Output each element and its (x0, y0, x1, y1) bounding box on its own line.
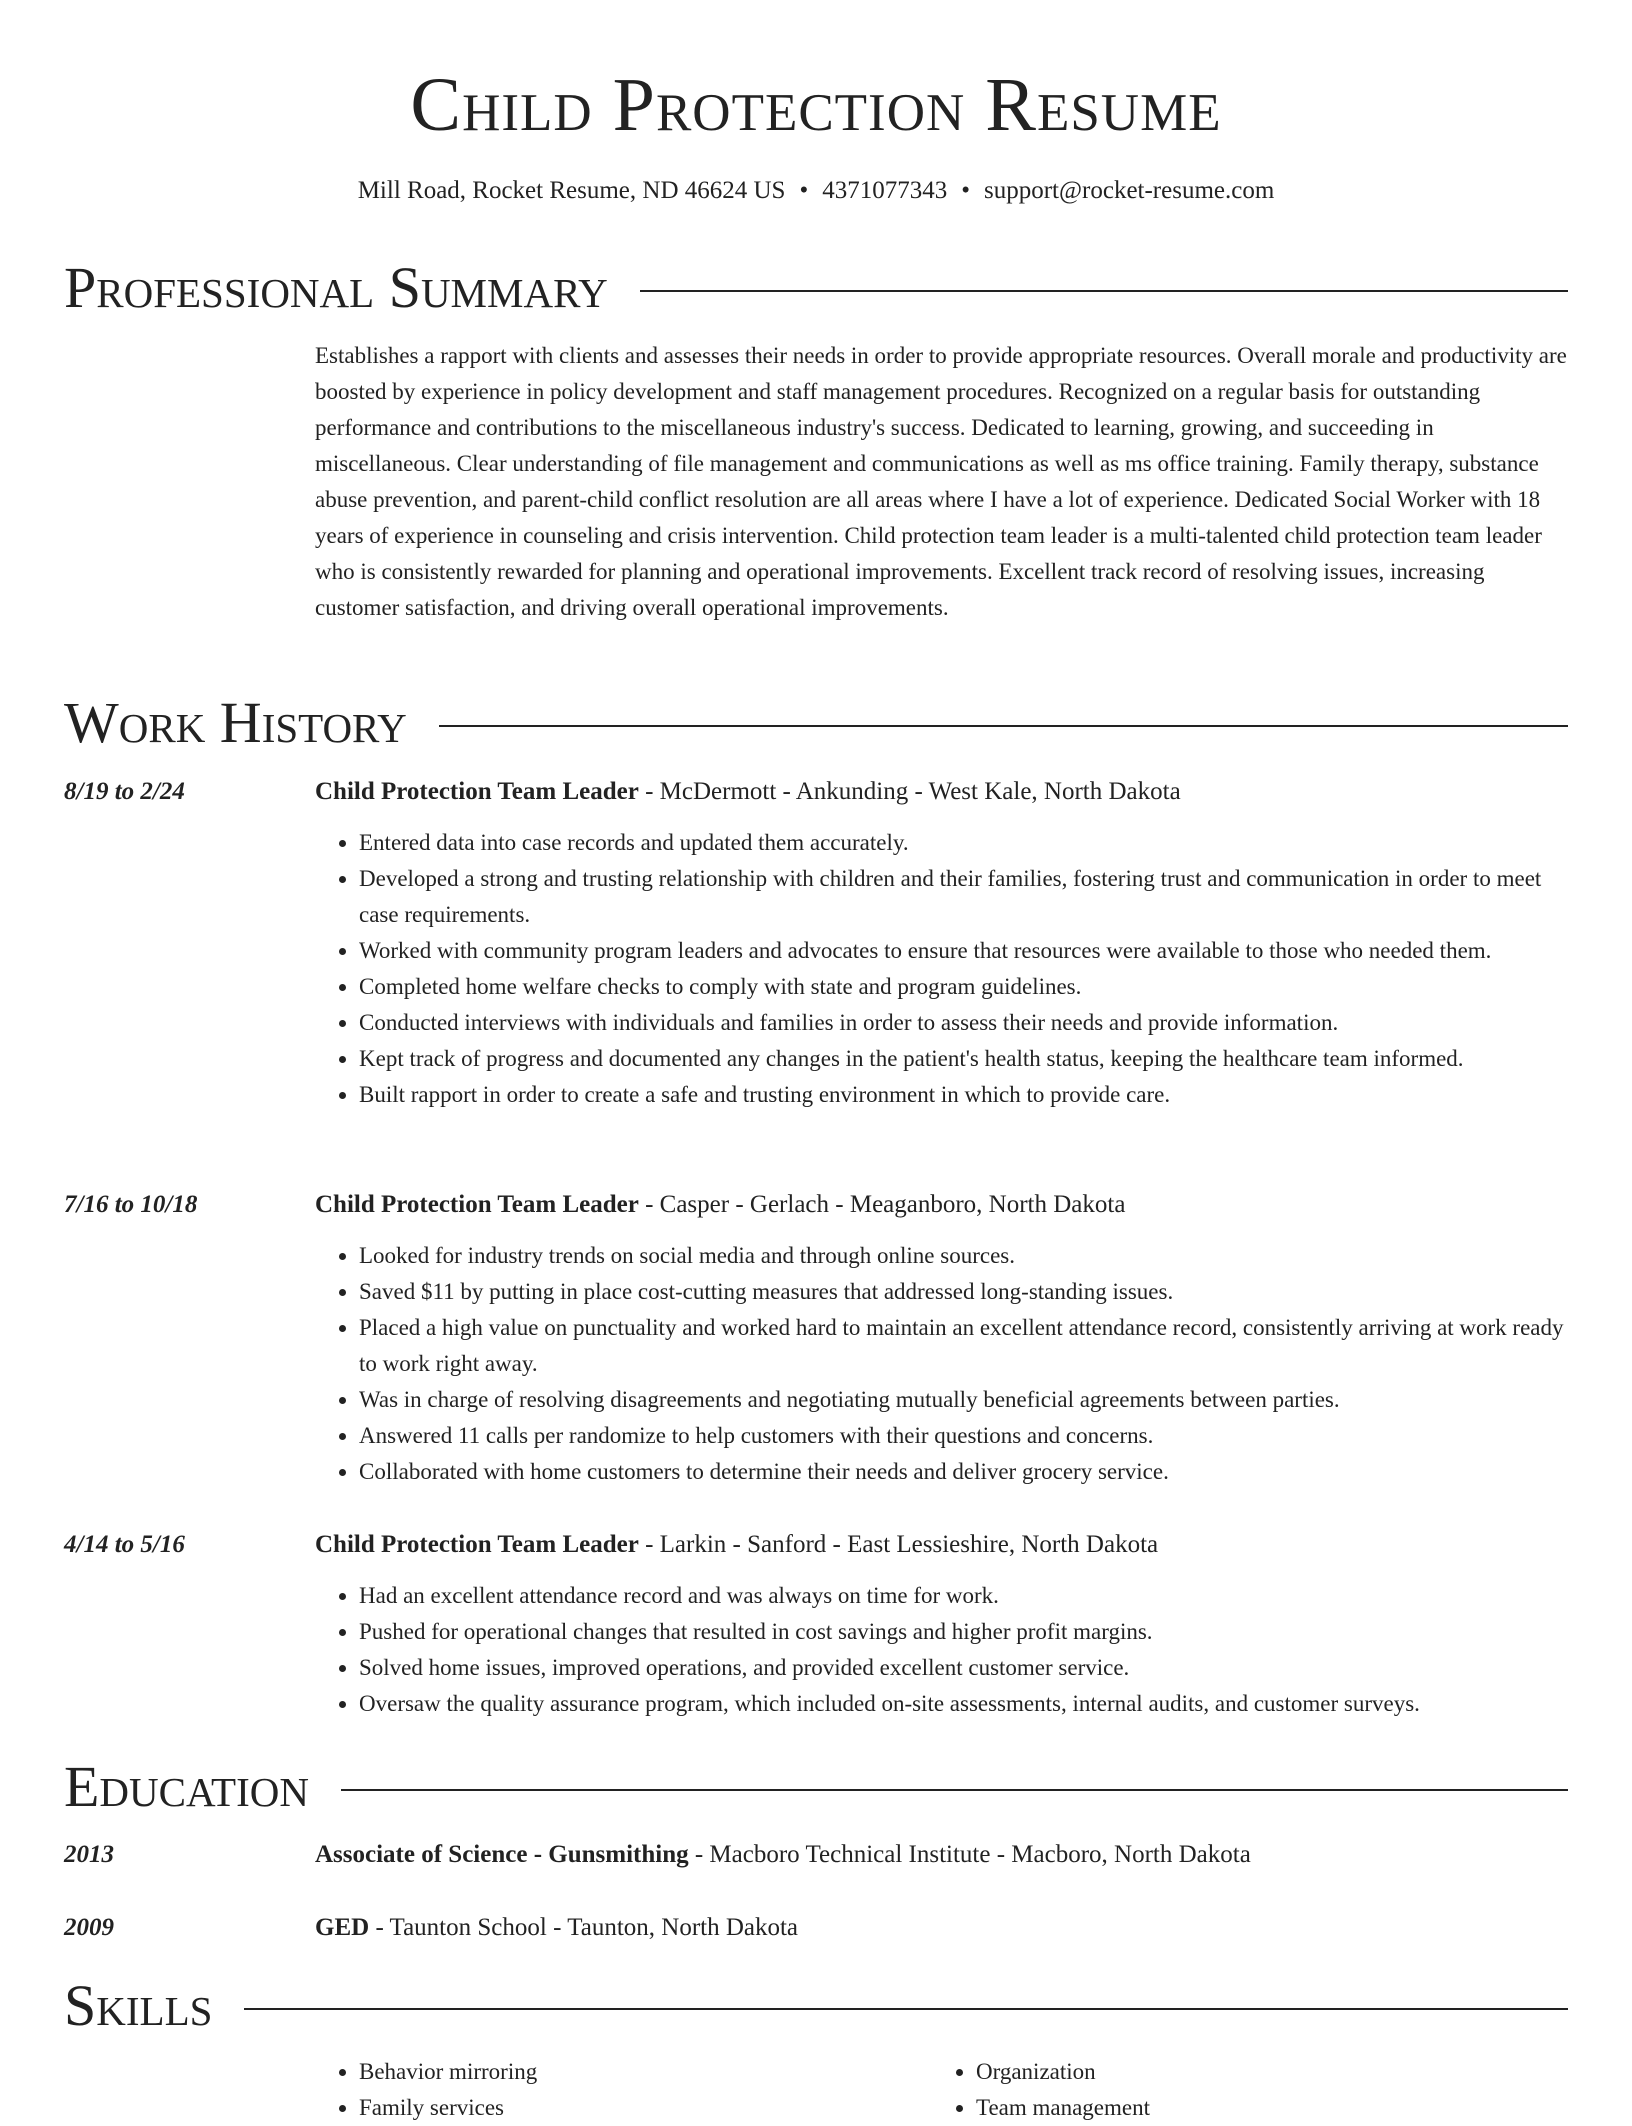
job-bullet: • Worked with community program leaders and advocates to ensure that resources were available to those who needed them. (359, 933, 1569, 969)
job-bullet: • Built rapport in order to create a safe and trusting environment in which to provide care. (359, 1077, 1569, 1113)
job-bullet: • Pushed for operational changes that resulted in cost savings and higher profit margins. (359, 1614, 1569, 1650)
job-details: - McDermott - Ankunding - West Kale, North Dakota (638, 778, 1181, 805)
summary-text: Establishes a rapport with clients and assesses their needs in order to provide appropriate resources. Overall morale and productivity are boosted by experience in policy development and staff management procedures. Recognized on a regular basis for outstanding performance and contributions to the miscellaneous industry's success. Dedicated to learning, growing, and succeeding in miscellaneous. Clear understanding of file management and communications as well as ms office training. Family therapy, substance abuse prevention, and parent-child conflict resolution are all areas where I have a lot of experience. Dedicated Social Worker with 18 years of experience in counseling and crisis intervention. Child protection team leader is a multi-talented child protection team leader who is consistently rewarded for planning and operational improvements. Excellent track record of resolving issues, increasing customer satisfaction, and driving overall operational improvements. (315, 343, 1567, 620)
education-degree: Associate of Science - Gunsmithing (315, 1841, 689, 1868)
section-divider (341, 1789, 1568, 1791)
section-divider (640, 290, 1568, 292)
job-bullets (315, 1238, 1569, 1490)
contact-email: support@rocket-resume.com (984, 177, 1275, 204)
job-bullet: • Saved $11 by putting in place cost-cutting measures that addressed long-standing issues. (359, 1274, 1569, 1310)
education-heading-line (315, 1911, 1569, 1945)
job-bullet: • Answered 11 calls per randomize to help customers with their questions and concerns. (359, 1418, 1569, 1454)
work-heading: Work History (64, 690, 407, 755)
skills-heading: Skills (64, 1973, 213, 2038)
job-heading (315, 1188, 1569, 1222)
contact-line (64, 174, 1568, 208)
skills-section-header (64, 1973, 1568, 2039)
summary-heading: Professional Summary (64, 255, 608, 320)
education-date: 2009 (64, 1914, 114, 1941)
job-bullet: • Developed a strong and trusting relationship with children and their families, fostering trust and communication in order to meet case requirements. (359, 861, 1569, 933)
skill-item: • Organization (976, 2054, 1549, 2090)
job-date: 8/19 to 2/24 (64, 778, 185, 805)
job-bullet: • Had an excellent attendance record and was always on time for work. (359, 1578, 1569, 1614)
skill-item: • Behavior mirroring (359, 2054, 932, 2090)
education-details: - Macboro Technical Institute - Macboro, North Dakota (688, 1841, 1251, 1868)
job-bullet: • Kept track of progress and documented any changes in the patient's health status, keeping the healthcare team informed. (359, 1041, 1569, 1077)
job-bullet: • Conducted interviews with individuals and families in order to assess their needs and provide information. (359, 1005, 1569, 1041)
job-heading (315, 775, 1569, 809)
job-date: 4/14 to 5/16 (64, 1531, 185, 1558)
education-heading: Education (64, 1754, 309, 1819)
job-heading (315, 1528, 1569, 1562)
job-details: - Casper - Gerlach - Meaganboro, North Dakota (638, 1191, 1126, 1218)
job-bullets (315, 825, 1569, 1113)
skills-column-right (932, 2054, 1549, 2126)
resume-title: Child Protection Resume (410, 63, 1222, 147)
job-title: Child Protection Team Leader (315, 1191, 639, 1218)
job-details: - Larkin - Sanford - East Lessieshire, North Dakota (638, 1531, 1159, 1558)
contact-separator: • (961, 177, 970, 204)
job-bullet: • Was in charge of resolving disagreements and negotiating mutually beneficial agreements between parties. (359, 1382, 1569, 1418)
job-bullet: • Oversaw the quality assurance program, which included on-site assessments, internal audits, and customer surveys. (359, 1686, 1569, 1722)
education-date: 2013 (64, 1841, 114, 1868)
job-bullet: • Collaborated with home customers to determine their needs and deliver grocery service. (359, 1454, 1569, 1490)
job-bullets (315, 1578, 1569, 1722)
job-bullet: • Looked for industry trends on social media and through online sources. (359, 1238, 1569, 1274)
skills-column-left (315, 2054, 932, 2126)
summary-section-header (64, 255, 1568, 321)
job-date: 7/16 to 10/18 (64, 1191, 198, 1218)
job-bullet: • Completed home welfare checks to comply with state and program guidelines. (359, 969, 1569, 1005)
education-degree: GED (315, 1914, 370, 1941)
work-section-header (64, 690, 1568, 756)
job-bullet: • Solved home issues, improved operations, and provided excellent customer service. (359, 1650, 1569, 1686)
education-heading-line (315, 1838, 1569, 1872)
section-divider (439, 725, 1568, 727)
education-details: - Taunton School - Taunton, North Dakota (369, 1914, 799, 1941)
contact-phone: 4371077343 (822, 177, 948, 204)
job-title: Child Protection Team Leader (315, 778, 639, 805)
section-divider (244, 2008, 1568, 2010)
job-bullet: • Entered data into case records and updated them accurately. (359, 825, 1569, 861)
skill-item: • Team management (976, 2090, 1549, 2126)
education-section-header (64, 1754, 1568, 1820)
job-bullet: • Placed a high value on punctuality and worked hard to maintain an excellent attendance record, consistently arriving at work ready to work right away. (359, 1310, 1569, 1382)
skills-list (315, 2054, 1569, 2126)
contact-separator: • (799, 177, 809, 204)
skill-item: • Family services (359, 2090, 932, 2126)
contact-address: Mill Road, Rocket Resume, ND 46624 US (357, 177, 786, 204)
job-title: Child Protection Team Leader (315, 1531, 639, 1558)
